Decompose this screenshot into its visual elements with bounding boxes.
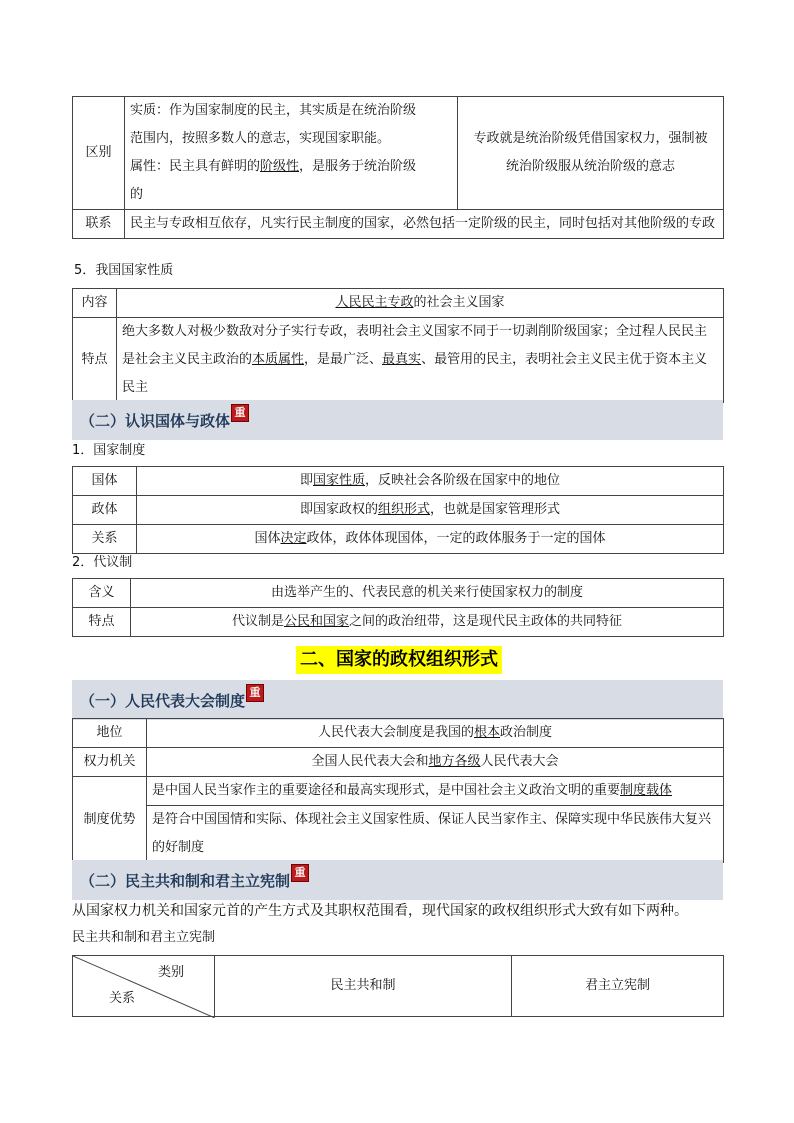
row-label-difference: 区别 [73, 97, 125, 210]
npc-system-table [72, 718, 724, 863]
text-span: 政体，政体体现国体，一定的政体服务于一定的国体 [306, 531, 606, 546]
subheading-state-system: 1．国家制度 [72, 443, 146, 458]
table-row [73, 579, 724, 608]
section-band-republic-monarchy [72, 860, 723, 900]
row-label-content: 内容 [73, 289, 117, 318]
text-span: 人民代表大会制度是我国的 [317, 725, 474, 740]
table-row [73, 608, 724, 637]
table-row [73, 777, 724, 806]
key-point-badge: 重 [291, 864, 309, 882]
column-header-monarchy: 君主立宪制 [512, 956, 724, 1017]
column-header-republic: 民主共和制 [215, 956, 512, 1017]
text-span: 属性：民主具有鲜明的 [130, 159, 261, 174]
republic-monarchy-table [72, 955, 724, 1017]
row-label-characteristics: 特点 [73, 608, 131, 637]
row-label-features: 特点 [73, 318, 117, 403]
content-cell [117, 289, 724, 318]
main-section-title: 二、国家的政权组织形式 [296, 646, 502, 674]
intro-paragraph: 从国家权力机关和国家元首的产生方式及其职权范围看，现代国家的政权组织形式大致有如下两种。 [72, 903, 688, 919]
text-span: ，是服务于统治阶级 [299, 159, 417, 174]
section-title-text: （一）人民代表大会制度 [80, 692, 246, 710]
key-point-badge: 重 [231, 404, 249, 422]
section-title-text: （二）民主共和制和君主立宪制 [80, 872, 291, 890]
text-line: 实质：作为国家制度的民主，其实质是在统治阶级 [130, 103, 417, 118]
table-row [73, 525, 724, 554]
underlined-keyword: 决定 [280, 531, 307, 546]
state-nature-table [72, 288, 724, 403]
text-span: 即国家政权的 [299, 502, 378, 517]
relationship-cell [137, 525, 724, 554]
table-row [73, 467, 724, 496]
section-title [80, 686, 264, 711]
text-span: 绝大多数人对极少数敌对分子实行专政，表明社会主义国家不同于一切剥削阶级国家；全过程人民民主是社会主义民主政治的 [122, 324, 708, 367]
underlined-keyword: 组织形式 [377, 502, 430, 517]
corner-label-category: 类别 [157, 965, 184, 980]
difference-dictatorship-cell: 专政就是统治阶级凭借国家权力，强制被统治阶级服从统治阶级的意志 [458, 97, 724, 210]
row-label-meaning: 含义 [73, 579, 131, 608]
text-span: 全国人民代表大会和 [311, 754, 429, 769]
section-band-npc [72, 680, 723, 720]
text-span: ，也就是国家管理形式 [430, 502, 561, 517]
table-row [73, 806, 724, 863]
text-span: ，是最广泛、 [304, 352, 383, 367]
row-label-status: 地位 [73, 719, 147, 748]
underlined-keyword: 根本 [473, 725, 500, 740]
subheading-representative: 2．代议制 [72, 555, 133, 570]
section-title-text: （二）认识国体与政体 [80, 412, 231, 430]
text-span: 的社会主义国家 [413, 295, 505, 310]
table-row [73, 210, 724, 239]
corner-label-relation: 关系 [109, 991, 136, 1006]
table-row [73, 318, 724, 403]
text-span: 代议制是 [231, 614, 284, 629]
table-row [73, 496, 724, 525]
text-span: 人民代表大会 [480, 754, 559, 769]
underlined-keyword: 国家性质 [312, 473, 365, 488]
section5-heading: 5．我国国家性质 [74, 263, 174, 278]
underlined-keyword: 人民民主专政 [335, 295, 414, 310]
underlined-keyword: 最真实 [382, 352, 422, 367]
section-title [80, 406, 249, 431]
section-band-state-system [72, 400, 723, 440]
text-span: 政治制度 [500, 725, 553, 740]
underlined-keyword: 地方各级 [428, 754, 481, 769]
democracy-dictatorship-table [72, 96, 724, 239]
government-form-cell [137, 496, 724, 525]
text-span: 国体 [254, 531, 281, 546]
meaning-cell: 由选举产生的、代表民意的机关来行使国家权力的制度 [131, 579, 724, 608]
text-line: 范围内，按照多数人的意志，实现国家职能。 [130, 131, 391, 146]
table-row [73, 956, 724, 1017]
underlined-keyword: 公民和国家 [283, 614, 349, 629]
table-row [73, 719, 724, 748]
row-label-government-form: 政体 [73, 496, 137, 525]
text-line: 的 [130, 187, 144, 202]
text-span: ，反映社会各阶级在国家中的地位 [365, 473, 561, 488]
characteristics-cell [131, 608, 724, 637]
row-label-advantages: 制度优势 [73, 777, 147, 863]
row-label-relationship: 关系 [73, 525, 137, 554]
table-row [73, 748, 724, 777]
table-caption: 民主共和制和君主立宪制 [72, 930, 216, 945]
advantage-cell-1 [147, 777, 724, 806]
text-span: 是中国人民当家作主的重要途径和最高实现形式，是中国社会主义政治文明的重要 [152, 783, 621, 798]
state-form-table [72, 466, 724, 554]
corner-header-cell [73, 956, 215, 1017]
section-title [80, 866, 309, 891]
state-system-cell [137, 467, 724, 496]
row-label-state-system: 国体 [73, 467, 137, 496]
underlined-keyword: 制度载体 [620, 783, 673, 798]
underlined-keyword: 阶级性 [260, 159, 300, 174]
text-span: 、最管用的民主，表明社会主义民主优于资本主义民主 [122, 352, 708, 395]
representative-system-table [72, 578, 724, 637]
relation-cell: 民主与专政相互依存，凡实行民主制度的国家，必然包括一定阶级的民主，同时包括对其他阶级的专政 [125, 210, 724, 239]
row-label-power-organ: 权力机关 [73, 748, 147, 777]
status-cell [147, 719, 724, 748]
table-row [73, 97, 724, 210]
underlined-keyword: 本质属性 [252, 352, 305, 367]
advantage-cell-2: 是符合中国国情和实际、体现社会主义国家性质、保证人民当家作主、保障实现中华民族伟大复兴的好制度 [147, 806, 724, 863]
power-organ-cell [147, 748, 724, 777]
difference-democracy-cell [125, 97, 458, 210]
diagonal-divider [73, 956, 215, 1018]
row-label-relation: 联系 [73, 210, 125, 239]
text-span: 之间的政治纽带，这是现代民主政体的共同特征 [349, 614, 623, 629]
text-line [130, 153, 452, 181]
key-point-badge: 重 [246, 684, 264, 702]
table-row [73, 289, 724, 318]
text-span: 即 [299, 473, 313, 488]
features-cell [117, 318, 724, 403]
